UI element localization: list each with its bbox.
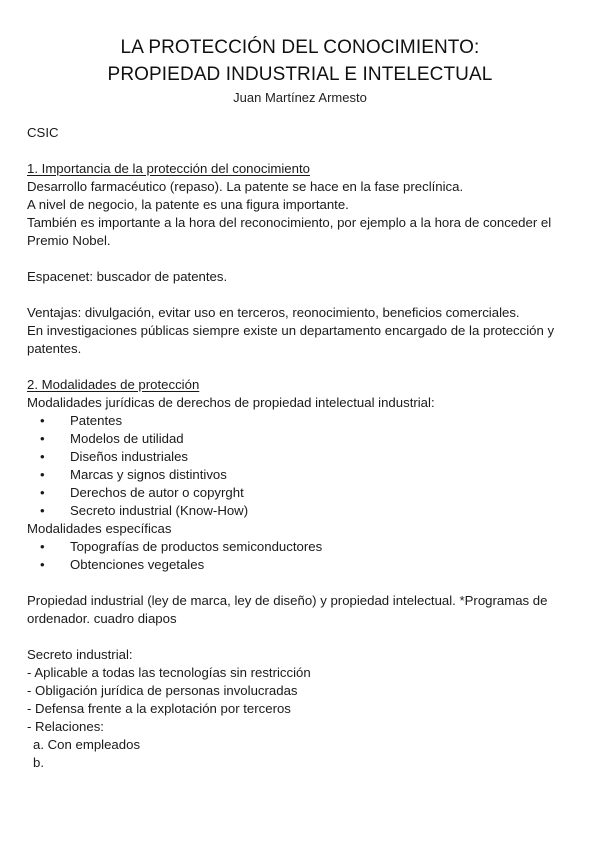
secreto-item: - Relaciones:: [27, 719, 104, 734]
paragraph-espacenet: Espacenet: buscador de patentes.: [27, 269, 228, 284]
secreto-label: Secreto industrial:: [27, 647, 133, 662]
paragraph-propiedad-2: ordenador. cuadro diapos: [27, 611, 177, 626]
bullet-glyph: •: [40, 449, 45, 464]
secreto-item: - Obligación jurídica de personas involucradas: [27, 683, 298, 698]
relaciones-item: a. Con empleados: [33, 737, 141, 752]
list-item: • Obtenciones vegetales: [40, 557, 205, 572]
relaciones-item: b.: [33, 755, 44, 770]
secreto-item: - Aplicable a todas las tecnologías sin restricción: [27, 665, 311, 680]
paragraph-publicas-1: En investigaciones públicas siempre existe un departamento encargado de la protección y: [27, 323, 555, 338]
document-body: [27, 124, 577, 772]
list-item: • Secreto industrial (Know-How): [40, 503, 249, 518]
secreto-item: - Defensa frente a la explotación por terceros: [27, 701, 291, 716]
list-item: • Derechos de autor o copyrght: [40, 485, 244, 500]
juridicas-label: Modalidades jurídicas de derechos de propiedad intelectual industrial:: [27, 395, 435, 410]
bullet-glyph: •: [40, 539, 45, 554]
paragraph-negocio: A nivel de negocio, la patente es una figura importante.: [27, 197, 349, 212]
org-label: CSIC: [27, 125, 59, 140]
page-title-line-1: LA PROTECCIÓN DEL CONOCIMIENTO:: [120, 37, 480, 58]
page-title-line-2: PROPIEDAD INDUSTRIAL E INTELECTUAL: [107, 64, 493, 85]
list-item: • Diseños industriales: [40, 449, 189, 464]
especificas-list: [27, 538, 577, 574]
title-block: [0, 34, 600, 106]
author-name: Juan Martínez Armesto: [233, 90, 367, 105]
bullet-glyph: •: [40, 503, 45, 518]
section-1-heading: 1. Importancia de la protección del conocimiento: [27, 161, 310, 176]
paragraph-farmaceutico: Desarrollo farmacéutico (repaso). La patente se hace en la fase preclínica.: [27, 179, 464, 194]
bullet-glyph: •: [40, 467, 45, 482]
paragraph-ventajas: Ventajas: divulgación, evitar uso en terceros, reonocimiento, beneficios comerciales.: [27, 305, 520, 320]
list-item: • Patentes: [40, 413, 123, 428]
section-2-heading: 2. Modalidades de protección: [27, 377, 200, 392]
paragraph-reconocimiento-1: También es importante a la hora del reconocimiento, por ejemplo a la hora de conceder el: [27, 215, 552, 230]
especificas-label: Modalidades específicas: [27, 521, 172, 536]
list-item: • Marcas y signos distintivos: [40, 467, 227, 482]
bullet-glyph: •: [40, 485, 45, 500]
juridicas-list: [27, 412, 577, 520]
paragraph-propiedad-1: Propiedad industrial (ley de marca, ley de diseño) y propiedad intelectual. *Programas de: [27, 593, 548, 608]
bullet-glyph: •: [40, 413, 45, 428]
list-item: • Modelos de utilidad: [40, 431, 184, 446]
bullet-glyph: •: [40, 557, 45, 572]
paragraph-reconocimiento-2: Premio Nobel.: [27, 233, 111, 248]
bullet-glyph: •: [40, 431, 45, 446]
list-item: • Topografías de productos semiconductores: [40, 539, 323, 554]
paragraph-publicas-2: patentes.: [27, 341, 82, 356]
